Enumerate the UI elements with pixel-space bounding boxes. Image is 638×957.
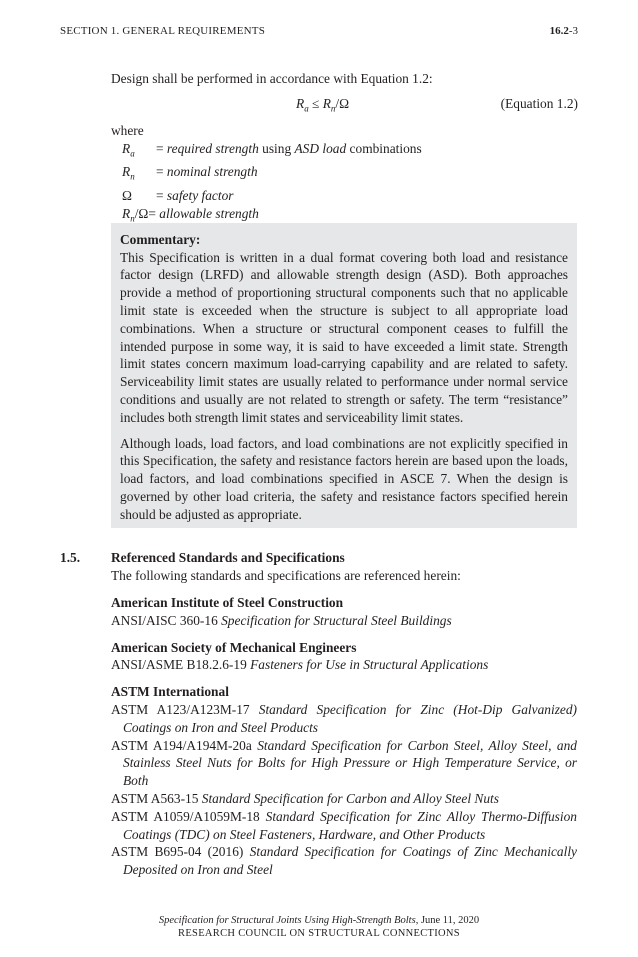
- equation-1-2: [296, 96, 349, 114]
- reference-entry: ASTM A123/A123M-17 Standard Specification for Zinc (Hot-Dip Galvanized) Coatings on Iron and Steel Products: [111, 701, 577, 735]
- eq-relation: ≤: [308, 96, 323, 111]
- reference-entry: ASTM A563-15 Standard Specification for Carbon and Alloy Steel Nuts: [111, 790, 499, 806]
- reference-org: ASTM International: [111, 684, 229, 700]
- reference-entry: ASTM A194/A194M-20a Standard Specification for Carbon Steel, Alloy Steel, and Stainless Steel Nuts for Bolts for High Pressure or High Temperature Service, or Both: [111, 737, 577, 789]
- footer-title: Specification for Structural Joints Using High-Strength Bolts: [158, 915, 416, 926]
- reference-group-asme: [111, 639, 577, 675]
- commentary-paragraph-1: This Specification is written in a dual format covering both load and resistance factor design (LRFD) and allowable strength design (ASD). Both approaches provide a method of proportioning structural components such that no applicable limit state is exceeded when the structure is subject to all appropriate load combinations. When a structure or structural component ceases to fulfill the intended purpose in some way, it is said to have exceeded a limit state. Strength limit states concern maximum load-carrying capability and are related to safety. Serviceability limit states are usually related to performance under normal service conditions and usually are not related to strength or safety. The term “resistance” includes both strength limit states and serviceability limit states.: [120, 249, 568, 425]
- definition-text: = safety factor: [156, 187, 234, 203]
- equation-label: (Equation 1.2): [500, 96, 578, 111]
- page-number-rest: -3: [568, 25, 578, 37]
- reference-group-astm: [111, 683, 577, 879]
- running-header-section: SECTION 1. GENERAL REQUIREMENTS: [60, 25, 266, 37]
- reference-entry: ASTM B695-04 (2016) Standard Specification for Coatings of Zinc Mechanically Deposited on Iron and Steel: [111, 844, 577, 878]
- footer-title-line: [0, 915, 638, 928]
- definition-text: = allowable strength: [148, 205, 259, 221]
- reference-org: American Institute of Steel Construction: [111, 595, 344, 610]
- page-number-bold: 16.2: [549, 25, 569, 37]
- definitions-list: [122, 140, 422, 228]
- eq-rn-sub: n: [330, 103, 336, 114]
- footer-org: RESEARCH COUNCIL ON STRUCTURAL CONNECTIONS: [178, 927, 460, 939]
- reference-entry: ANSI/AISC 360-16 Specification for Structural Steel Buildings: [111, 612, 452, 628]
- reference-group-aisc: [111, 594, 577, 630]
- commentary-box: [111, 223, 577, 528]
- definition-symbol: $R_a$: [122, 141, 135, 159]
- commentary-title: Commentary:: [120, 232, 201, 247]
- page-footer: [0, 915, 638, 940]
- eq-omega: /Ω: [335, 96, 350, 111]
- definition-text: = required strength using ASD load combinations: [156, 141, 422, 156]
- eq-ra: R: [296, 96, 305, 111]
- definition-text: = nominal strength: [156, 164, 258, 180]
- definition-symbol: $R_n/\Omega$: [122, 205, 149, 224]
- eq-ra-sub: a: [304, 103, 309, 114]
- intro-text: Design shall be performed in accordance with Equation 1.2:: [111, 71, 433, 86]
- reference-org: American Society of Mechanical Engineers: [111, 639, 357, 655]
- section-intro: The following standards and specifications are referenced herein:: [111, 568, 461, 583]
- commentary-paragraph-2: Although loads, load factors, and load combinations are not explicitly specified in this Specification, the safety and resistance factors herein are based upon the loads, load factors, and load combinations specified in ASCE 7. When the design is governed by other load criteria, the safety and resistance factors specified herein should be adjusted as appropriate.: [120, 435, 568, 522]
- section-number: 1.5.: [60, 550, 81, 565]
- definition-row: [122, 163, 422, 186]
- definition-symbol: $R_n$: [122, 164, 135, 183]
- definition-row: [122, 187, 422, 205]
- eq-rn: R: [322, 96, 331, 111]
- where-label: where: [111, 123, 144, 138]
- running-header-page-number: [550, 25, 578, 37]
- section-title: Referenced Standards and Specifications: [111, 550, 345, 565]
- definition-symbol: Ω: [122, 187, 132, 203]
- reference-entry: ANSI/ASME B18.2.6-19 Fasteners for Use in Structural Applications: [111, 657, 489, 673]
- footer-date: , June 11, 2020: [415, 915, 480, 926]
- references-list: [111, 594, 577, 879]
- reference-entry: ASTM A1059/A1059M-18 Standard Specification for Zinc Alloy Thermo-Diffusion Coatings (TDC) on Steel Fasteners, Hardware, and Other Products: [111, 808, 577, 842]
- definition-row: [122, 140, 422, 163]
